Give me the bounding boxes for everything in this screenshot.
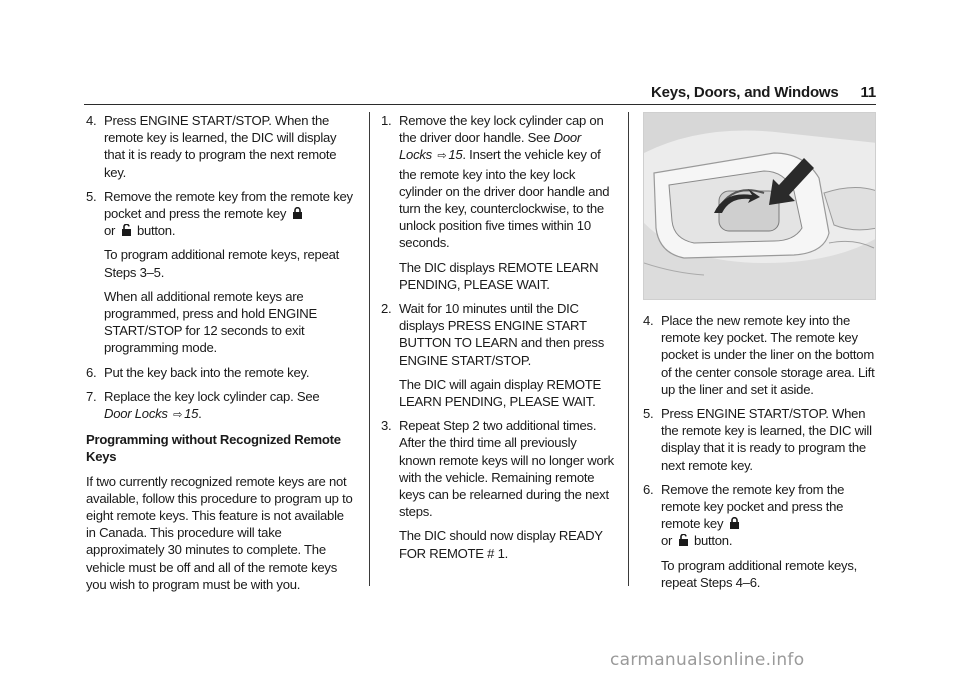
page-number: 11 (860, 84, 876, 101)
paragraph: The DIC will again display REMOTE LEARN PENDING, PLEASE WAIT. (399, 376, 602, 410)
step-text: Press ENGINE START/STOP. When the remote key is learned, the DIC will display that it is ready to program the next remote key. (661, 406, 872, 473)
step-text (399, 112, 615, 252)
step-text-part: Remove the remote key from the remote key pocket and press the remote key (104, 188, 353, 222)
column-3 (643, 112, 877, 590)
unlock-icon (678, 534, 689, 546)
step-number: 3. (381, 418, 392, 434)
step-item (643, 405, 877, 474)
step-number: 2. (381, 301, 392, 317)
step-item (643, 481, 877, 550)
section-title: Keys, Doors, and Windows (650, 84, 839, 101)
reference-arrow-icon: ⇨ (437, 150, 447, 163)
reference-arrow-icon: ⇨ (173, 409, 183, 422)
step-text: Put the key back into the remote key. (104, 364, 310, 380)
step-text: Press ENGINE START/STOP. When the remote key is learned, the DIC will display that it is ready to program the next remote key. (104, 113, 337, 180)
step-text: Place the new remote key into the remote key pocket. The remote key pocket is under the liner on the bottom of the center console storage area. Lift up the liner and set it aside. (661, 313, 875, 397)
step-text-part: button. (693, 533, 733, 549)
step-item (381, 417, 615, 520)
step-item (381, 300, 615, 369)
column-1 (86, 112, 354, 592)
paragraph: To program additional remote keys, repeat Steps 4–6. (661, 557, 858, 590)
paragraph: When all additional remote keys are programmed, press and hold ENGINE START/STOP for 12 seconds to exit programming mode. (104, 288, 317, 356)
step-text (661, 481, 877, 550)
paragraph: To program additional remote keys, repeat Steps 3–5. (104, 247, 340, 280)
step-text-part: button. (136, 223, 176, 239)
step-number: 4. (86, 113, 97, 128)
cross-reference-link[interactable]: Door Locks (104, 406, 168, 422)
step-text-part: or (104, 223, 116, 239)
watermark: carmanualsonline.info (610, 650, 805, 670)
paragraph: If two currently recognized remote keys are not available, follow this procedure to program up to eight remote keys. This feature is not available in Canada. This procedure will take approximately 30 minutes to complete. The vehicle must be off and all of the remote keys you wish to program must be with you. (86, 473, 353, 592)
step-number: 7. (86, 388, 97, 404)
remote-key-pocket-illustration (643, 112, 876, 300)
reference-page[interactable]: 15 (448, 147, 463, 163)
console-illustration (644, 113, 876, 300)
step-text-part: . (198, 406, 202, 422)
column-divider (369, 112, 370, 586)
step-item (86, 364, 354, 381)
column-divider (628, 112, 629, 586)
section-heading: Programming without Recognized Remote Keys (86, 432, 341, 465)
step-text-part: or (661, 533, 673, 549)
step-item (643, 312, 877, 398)
step-number: 6. (86, 364, 97, 380)
paragraph: The DIC should now display READY FOR REMOTE # 1. (399, 528, 603, 561)
paragraph: The DIC displays REMOTE LEARN PENDING, PLEASE WAIT. (399, 259, 599, 292)
unlock-icon (121, 224, 132, 236)
step-text (104, 388, 354, 424)
header-rule (84, 104, 876, 105)
step-text: Repeat Step 2 two additional times. After the third time all previously known remote keys will no longer work with the vehicle. Remaining remote keys can be relearned during the next steps. (399, 418, 614, 520)
step-number: 1. (381, 113, 392, 128)
step-item (381, 112, 615, 252)
column-2 (381, 112, 615, 574)
step-number: 6. (643, 481, 654, 497)
step-text-part: . Insert the vehicle key of the remote key into the key lock cylinder on the driver door handle and turn the key, counterclockwise, to the unlock position five times within 10 seconds. (399, 147, 610, 251)
lock-icon (292, 207, 303, 219)
step-item (86, 388, 354, 424)
lock-icon (729, 517, 740, 529)
page-header (651, 84, 876, 101)
step-text-part: Replace the key lock cylinder cap. See (104, 388, 320, 404)
cross-reference-link[interactable]: Door Locks (399, 130, 581, 163)
step-item (86, 188, 354, 240)
step-text-part: Remove the remote key from the remote key pocket and press the remote key (661, 481, 845, 532)
reference-page[interactable]: 15 (184, 406, 199, 422)
step-text: Wait for 10 minutes until the DIC displays PRESS ENGINE START BUTTON TO LEARN and then press ENGINE START/STOP. (399, 301, 604, 368)
step-number: 5. (643, 406, 654, 422)
step-text-part: Remove the key lock cylinder cap on the driver door handle. See (399, 113, 604, 146)
step-item (86, 112, 354, 181)
step-number: 4. (643, 313, 654, 328)
step-number: 5. (86, 188, 97, 204)
step-text (104, 188, 354, 240)
